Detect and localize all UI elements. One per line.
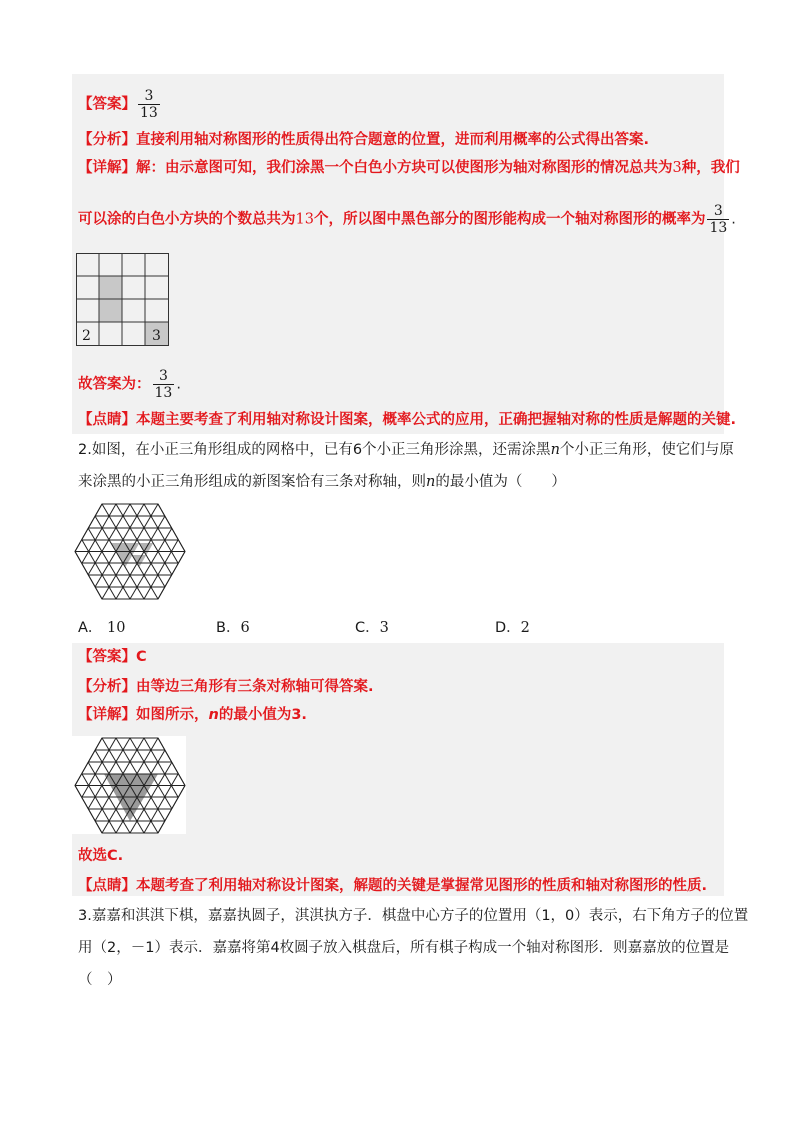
choice-b[interactable]: B．6	[216, 620, 250, 636]
q2-line-2: 来涂黑的小正三角形组成的新图案恰有三条对称轴，则n的最小值为（ ）	[78, 474, 566, 490]
grid-label-3: 3	[152, 328, 161, 344]
square-grid-figure	[76, 253, 170, 347]
final-fraction: $\frac{3}{13}$	[154, 368, 173, 401]
answer-label: 【答案】	[78, 96, 136, 113]
choice-c[interactable]: C．3	[355, 620, 389, 636]
final-answer-line-1: 故答案为： $\frac{3}{13}$ .	[78, 368, 181, 401]
triangle-grid-figure	[74, 503, 186, 600]
analysis-line-1	[78, 130, 649, 150]
q3-line-3: （ ）	[78, 972, 122, 988]
q3-line-2: 用（2，－1）表示．嘉嘉将第4枚圆子放入棋盘后，所有棋子构成一个轴对称图形．则嘉嘉放的位置是	[78, 940, 730, 956]
comment-line-2: 【点睛】本题考查了利用轴对称设计图案，解题的关键是掌握常见图形的性质和轴对称图形的性质.	[78, 878, 708, 894]
analysis-label: 【分析】	[78, 132, 136, 148]
probability-fraction: $\frac{3}{13}$	[709, 203, 728, 236]
grid-label-2: 2	[82, 328, 91, 344]
final-answer-line-2: 故选C.	[78, 848, 124, 864]
answer-fraction: $\frac{3}{13}$	[140, 88, 158, 121]
detail-label: 【详解】	[78, 160, 136, 176]
analysis-text: 直接利用轴对称图形的性质得出符合题意的位置，进而利用概率的公式得出答案.	[136, 132, 650, 148]
comment-label: 【点睛】	[78, 412, 136, 428]
answer-line-2: 【答案】C	[78, 649, 147, 665]
q2-line-1: 2.如图，在小正三角形组成的网格中，已有6个小正三角形涂黑，还需涂黑n个小正三角形，使它们与原	[78, 442, 734, 458]
comment-line-1: 【点睛】本题主要考查了利用轴对称设计图案，概率公式的应用，正确把握轴对称的性质是解题的关键.	[78, 412, 737, 428]
analysis-line-2: 【分析】由等边三角形有三条对称轴可得答案.	[78, 679, 374, 695]
detail-line-1b: 可以涂的白色小方块的个数总共为13个，所以图中黑色部分的图形能构成一个轴对称图形的概率为 $\frac{3}{13}$ .	[78, 203, 736, 236]
triangle-grid-solution-figure	[74, 737, 186, 834]
detail-line-1a: 【详解】解：由示意图可知，我们涂黑一个白色小方块可以使图形为轴对称图形的情况总共为3种，我们	[78, 160, 740, 176]
answer-line-1	[78, 88, 162, 121]
choice-d[interactable]: D．2	[495, 620, 530, 636]
q3-line-1: 3.嘉嘉和淇淇下棋，嘉嘉执圆子，淇淇执方子．棋盘中心方子的位置用（1，0）表示，右下角方子的位置	[78, 908, 749, 924]
choice-a[interactable]: A． 10	[78, 620, 126, 636]
detail-line-2: 【详解】如图所示，n的最小值为3.	[78, 707, 307, 723]
